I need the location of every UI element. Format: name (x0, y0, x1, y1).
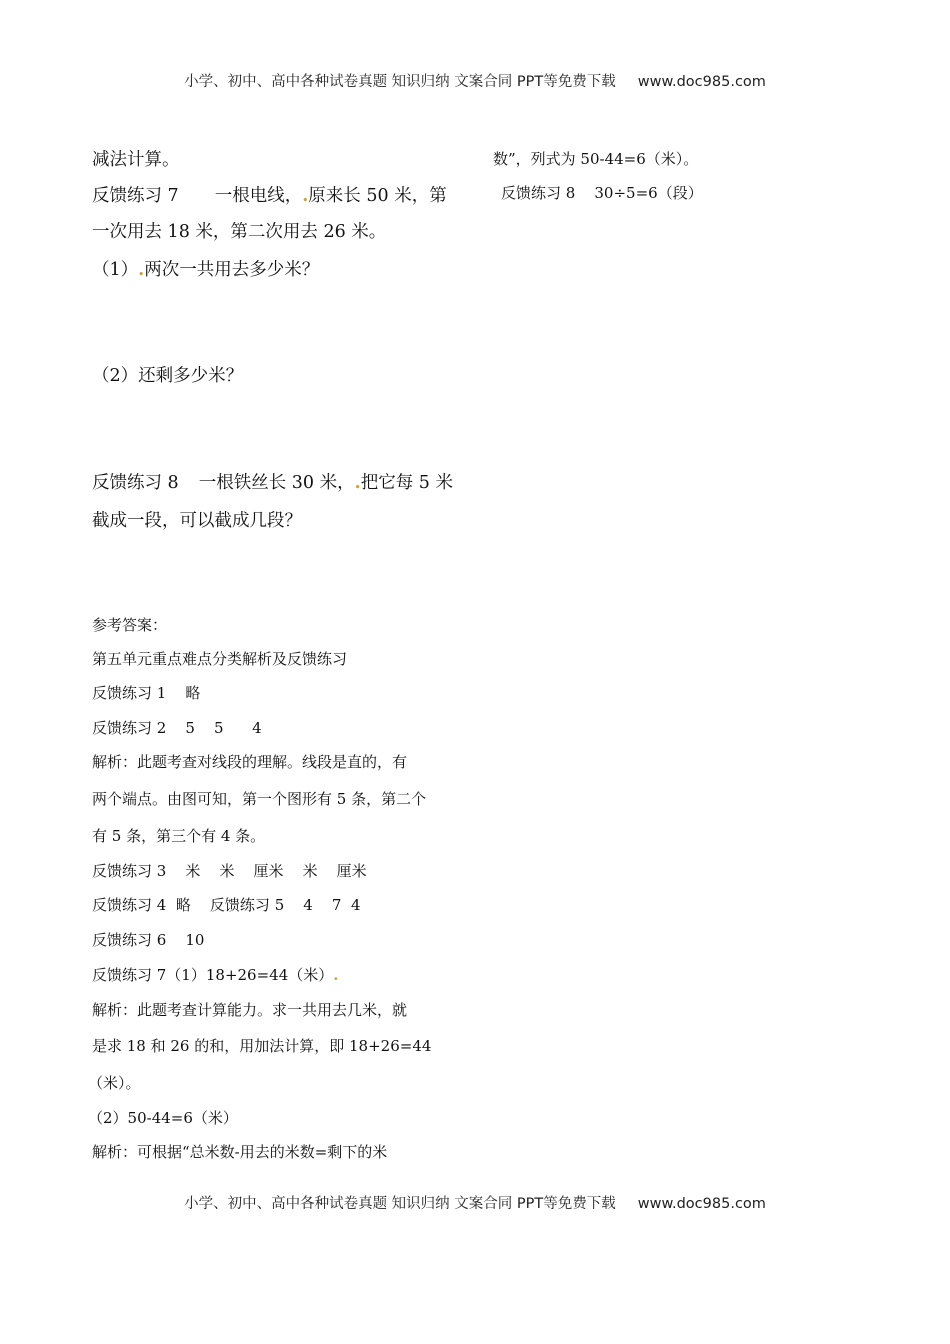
footer-site: www.doc985.com (637, 1196, 766, 1212)
right-text-line: 数”，列式为 50-44=6（米）。 (493, 150, 699, 168)
text-line: 截成一段，可以截成几段？ (92, 511, 302, 531)
text-span: 一根电线， (214, 186, 303, 206)
mark-dot: . (138, 260, 145, 280)
exercise-7-line (92, 182, 447, 207)
page-header (0, 70, 950, 91)
text-span: 把它每 5 米 (360, 473, 453, 493)
text-line: 一次用去 18 米，第二次用去 26 米。 (92, 222, 387, 242)
text-line: 减法计算。 (92, 150, 180, 170)
answer-line: （2）50-44=6（米） (88, 1109, 238, 1127)
header-text: 小学、初中、高中各种试卷真题 知识归纳 文案合同 PPT等免费下载 (184, 74, 616, 90)
explanation-line: 解析：可根据“总米数-用去的米数=剩下的米 (92, 1143, 388, 1161)
question-1 (92, 256, 319, 281)
page-footer (0, 1192, 950, 1213)
explanation-line: 解析：此题考查计算能力。求一共用去几米，就 (92, 1001, 408, 1019)
exercise-8-label: 反馈练习 8 (92, 473, 179, 493)
answer-line: 反馈练习 2 5 5 4 (92, 719, 262, 737)
answer-line: 反馈练习 1 略 (92, 684, 201, 702)
exercise-8-line (92, 469, 453, 494)
exercise-7-label: 反馈练习 7 (92, 186, 179, 206)
explanation-line: 解析：此题考查对线段的理解。线段是直的，有 (92, 753, 408, 771)
text-span: 一根铁丝长 30 米， (198, 473, 355, 493)
answer-line: 反馈练习 6 10 (92, 931, 205, 949)
explanation-line: 两个端点。由图可知，第一个图形有 5 条，第二个 (92, 790, 427, 808)
explanation-line: （米）。 (88, 1074, 141, 1092)
question-2: （2）还剩多少米？ (92, 366, 244, 386)
answers-title: 参考答案： (92, 616, 168, 634)
answers-unit-heading: 第五单元重点难点分类解析及反馈练习 (92, 650, 348, 668)
footer-text: 小学、初中、高中各种试卷真题 知识归纳 文案合同 PPT等免费下载 (184, 1196, 616, 1212)
explanation-line: 有 5 条，第三个有 4 条。 (92, 827, 266, 845)
answer-line: 反馈练习 4 略 反馈练习 5 4 7 4 (92, 896, 361, 914)
right-answer-line: 反馈练习 8 30÷5=6（段） (501, 184, 703, 202)
answer-line: 反馈练习 3 米 米 厘米 米 厘米 (92, 862, 367, 880)
answer-line (92, 964, 339, 985)
question-number: （1） (92, 260, 139, 280)
text-span: 原来长 50 米，第 (308, 186, 447, 206)
answer-text: 反馈练习 7（1）18+26=44（米） (92, 966, 334, 984)
mark-dot: . (354, 473, 361, 493)
explanation-line: 是求 18 和 26 的和，用加法计算，即 18+26=44 (92, 1037, 432, 1055)
mark-dot: . (333, 966, 339, 984)
question-text: 两次一共用去多少米？ (144, 260, 320, 280)
mark-dot: . (302, 186, 309, 206)
header-site: www.doc985.com (637, 74, 766, 90)
